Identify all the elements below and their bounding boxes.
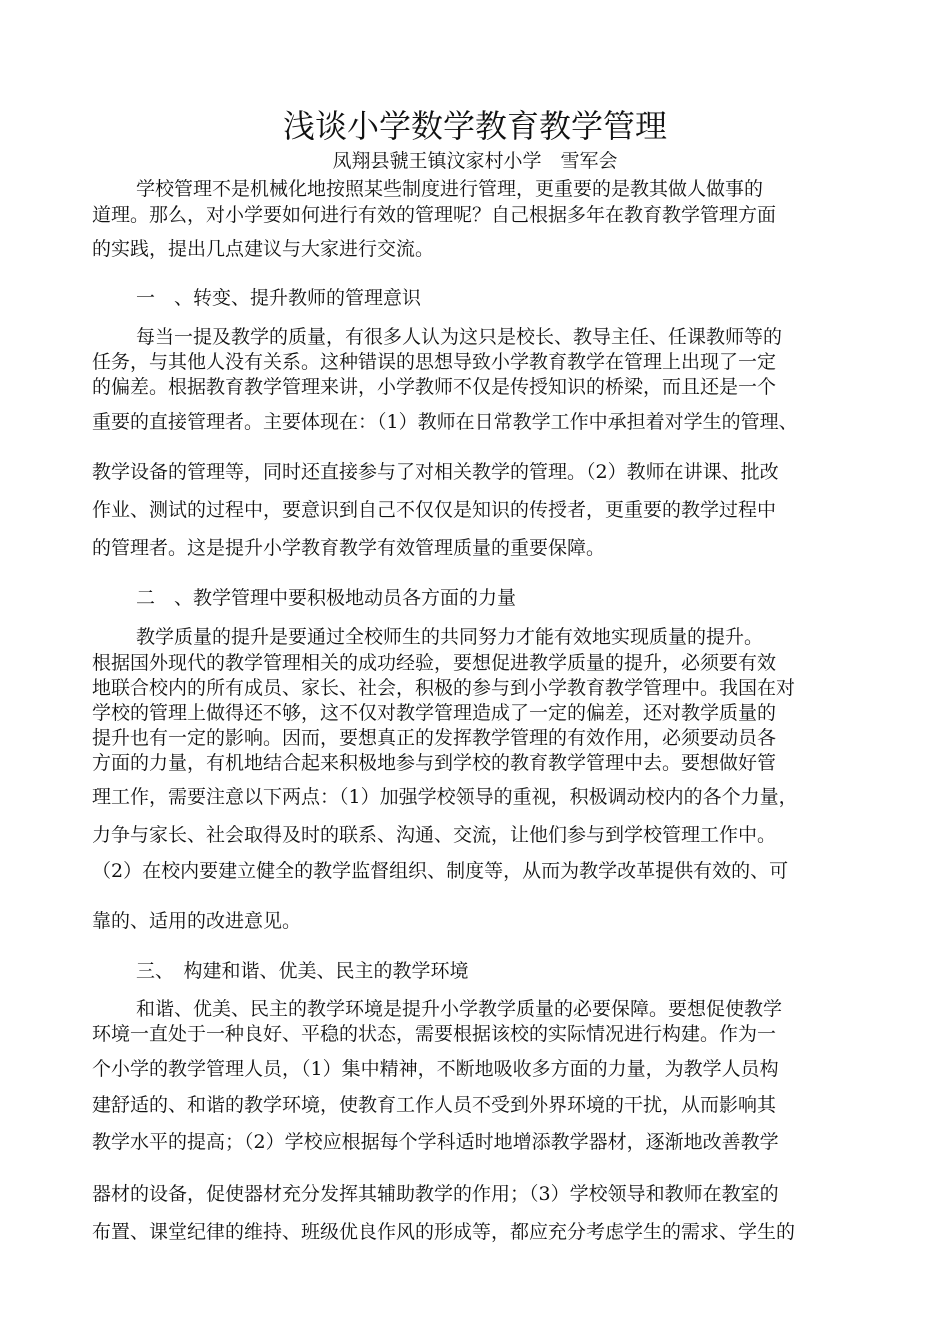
section1-line: 教学设备的管理等，同时还直接参与了对相关教学的管理。（2）教师在讲课、批改: [92, 461, 779, 483]
intro-line: 学校管理不是机械化地按照某些制度进行管理，更重要的是教其做人做事的: [136, 178, 764, 200]
section2-line: 力争与家长、社会取得及时的联系、沟通、交流，让他们参与到学校管理工作中。: [92, 824, 777, 846]
section1-line: 任务，与其他人没有关系。这种错误的思想导致小学教育教学在管理上出现了一定: [92, 351, 777, 373]
section3-line: 环境一直处于一种良好、平稳的状态，需要根据该校的实际情况进行构建。作为一: [92, 1023, 777, 1045]
section3-line: 教学水平的提高；（2）学校应根据每个学科适时地增添教学器材，逐渐地改善教学: [92, 1131, 779, 1153]
section1-line: 重要的直接管理者。主要体现在：（1）教师在日常教学工作中承担着对学生的管理、: [92, 411, 798, 433]
section2-line: 靠的、适用的改进意见。: [92, 910, 302, 932]
section3-line: 建舒适的、和谐的教学环境，使教育工作人员不受到外界环境的干扰，从而影响其: [92, 1094, 777, 1116]
section-heading-3: 三、 构建和谐、优美、民主的教学环境: [136, 960, 469, 982]
section1-line: 的偏差。根据教育教学管理来讲，小学教师不仅是传授知识的桥梁，而且还是一个: [92, 376, 777, 398]
section1-line: 作业、测试的过程中，要意识到自己不仅仅是知识的传授者，更重要的教学过程中: [92, 499, 777, 521]
section2-line: 理工作，需要注意以下两点：（1）加强学校领导的重视，积极调动校内的各个力量，: [92, 786, 798, 808]
section-heading-2: 二 、教学管理中要积极地动员各方面的力量: [136, 587, 517, 609]
section3-line: 个小学的教学管理人员，（1）集中精神，不断地吸收多方面的力量，为教学人员构: [92, 1058, 779, 1080]
intro-line: 的实践，提出几点建议与大家进行交流。: [92, 238, 435, 260]
section2-line: （2）在校内要建立健全的教学监督组织、制度等，从而为教学改革提供有效的、可: [92, 860, 789, 882]
section-heading-1: 一 、转变、提升教师的管理意识: [136, 287, 422, 309]
section3-line: 器材的设备，促使器材充分发挥其辅助教学的作用；（3）学校领导和教师在教室的: [92, 1183, 779, 1205]
section2-line: 根据国外现代的教学管理相关的成功经验，要想促进教学质量的提升，必须要有效: [92, 652, 777, 674]
intro-line: 道理。那么，对小学要如何进行有效的管理呢？自己根据多年在教育教学管理方面: [92, 204, 777, 226]
section2-line: 学校的管理上做得还不够，这不仅对教学管理造成了一定的偏差，还对教学质量的: [92, 702, 777, 724]
section3-line: 和谐、优美、民主的教学环境是提升小学教学质量的必要保障。要想促使教学: [136, 998, 783, 1020]
section2-line: 方面的力量，有机地结合起来积极地参与到学校的教育教学管理中去。要想做好管: [92, 752, 777, 774]
document-title: 浅谈小学数学教育教学管理: [282, 107, 667, 145]
section2-line: 教学质量的提升是要通过全校师生的共同努力才能有效地实现质量的提升。: [136, 626, 764, 648]
document-author: 凤翔县虢王镇汶家村小学 雪军会: [332, 150, 618, 172]
section3-line: 布置、课堂纪律的维持、班级优良作风的形成等，都应充分考虑学生的需求、学生的: [92, 1221, 796, 1243]
section1-line: 的管理者。这是提升小学教育教学有效管理质量的重要保障。: [92, 537, 606, 559]
section2-line: 提升也有一定的影响。因而，要想真正的发挥教学管理的有效作用，必须要动员各: [92, 727, 777, 749]
section2-line: 地联合校内的所有成员、家长、社会，积极的参与到小学教育教学管理中。我国在对: [92, 677, 796, 699]
section1-line: 每当一提及教学的质量，有很多人认为这只是校长、教导主任、任课教师等的: [136, 326, 783, 348]
